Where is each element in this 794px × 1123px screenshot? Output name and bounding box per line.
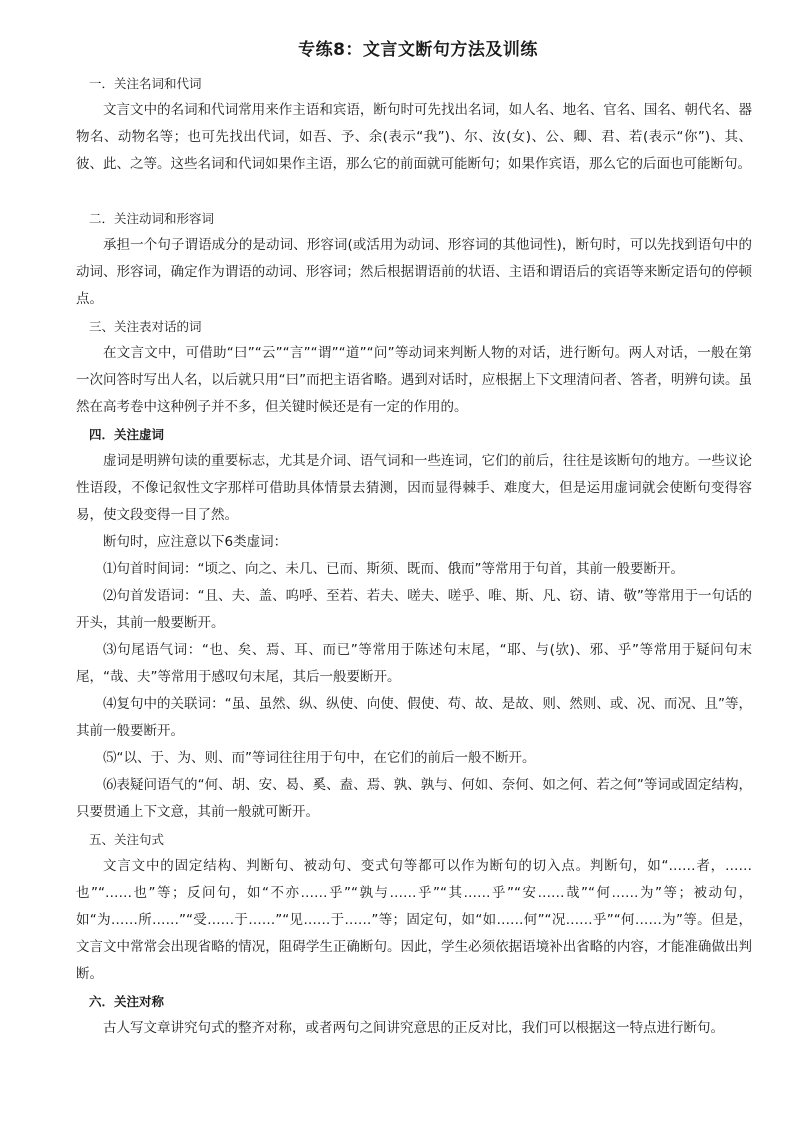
list-item-initial-particles: ⑵句首发语词：“且、夫、盖、呜呼、至若、若夫、嗟夫、嗟乎、唯、斯、凡、窃、请、敬”等常用于一句话的开头，其前一般要断开。: [76, 588, 752, 631]
section-4-intro: 断句时，应注意以下6类虚词：: [103, 534, 288, 550]
section-1-paragraph: 文言文中的名词和代词常用来作主语和宾语，断句时可先找出名词，如人名、地名、官名、国名、朝代名、器物名、动物名等；也可先找出代词，如吾、予、余(表示“我”)、尔、汝(女)、公、卿、君、若(表示“你”)、其、彼、此、之等。这些名词和代词如果作主语，那么它的前面就可能断句；如果作宾语，那么它的后面也可能断句。: [76, 102, 752, 172]
page-title: 专练8：文言文断句方法及训练: [298, 40, 538, 60]
list-item-mid-sentence-words: ⑸“以、于、为、则、而”等词往往用于句中，在它们的前后一般不断开。: [103, 750, 536, 766]
section-3-heading: 三、关注表对话的词: [89, 319, 202, 334]
section-6-paragraph: 古人写文章讲究句式的整齐对称，或者两句之间讲究意思的正反对比，我们可以根据这一特点进行断句。: [103, 1020, 724, 1036]
section-4-paragraph: 虚词是明辨句读的重要标志，尤其是介词、语气词和一些连词，它们的前后，往往是该断句的地方。一些议论性语段，不像记叙性文字那样可借助具体情景去猜测，因而显得棘手、难度大，但是运用虚词就会使断句变得容易，使文段变得一目了然。: [76, 453, 752, 523]
section-5-heading: 五、关注句式: [89, 832, 165, 847]
section-3-paragraph: 在文言文中，可借助“曰”“云”“言”“谓”“道”“问”等动词来判断人物的对话，进行断句。两人对话，一般在第一次问答时写出人名，以后就只用“曰”而把主语省略。遇到对话时，应根据上下文理清问者、答者，明辨句读。虽然在高考卷中这种例子并不多，但关键时候还是有一定的作用的。: [76, 345, 752, 415]
list-item-time-words: ⑴句首时间词：“顷之、向之、未几、已而、斯须、既而、俄而”等常用于句首，其前一般要断开。: [103, 561, 684, 577]
section-6-heading: 六．关注对称: [89, 994, 165, 1009]
section-1-heading: 一．关注名词和代词: [89, 76, 202, 91]
blank-line: [76, 178, 752, 205]
list-item-interrogatives: ⑹表疑问语气的“何、胡、安、曷、奚、盍、焉、孰、孰与、何如、奈何、如之何、若之何”等词或固定结构，只要贯通上下文意，其前一般就可断开。: [76, 777, 752, 820]
section-5-paragraph: 文言文中的固定结构、判断句、被动句、变式句等都可以作为断句的切入点。判断句，如“……者，……也”“……也”等；反问句，如“不亦……乎”“孰与……乎”“其……乎”“安……哉”“何……为”等；被动句，如“为……所……”“受……于……”“见……于……”等；固定句，如“如……何”“况……乎”“何……为”等。但是，文言文中常常会出现省略的情况，阻碍学生正确断句。因此，学生必须依据语境补出省略的内容，才能准确做出判断。: [76, 858, 752, 982]
section-2-heading: 二．关注动词和形容词: [89, 211, 215, 226]
section-4-heading: 四．关注虚词: [89, 427, 165, 442]
list-item-conjunctions: ⑷复句中的关联词：“虽、虽然、纵、纵使、向使、假使、苟、故、是故、则、然则、或、况、而况、且”等，其前一般要断开。: [76, 696, 752, 739]
section-2-paragraph: 承担一个句子谓语成分的是动词、形容词(或活用为动词、形容词的其他词性)，断句时，可以先找到语句中的动词、形容词，确定作为谓语的动词、形容词；然后根据谓语前的状语、主语和谓语后的宾语等来断定语句的停顿点。: [76, 237, 752, 307]
list-item-final-particles: ⑶句尾语气词：“也、矣、焉、耳、而已”等常用于陈述句末尾，“耶、与(欤)、邪、乎”等常用于疑问句末尾，“哉、夫”等常用于感叹句末尾，其后一般要断开。: [76, 642, 752, 685]
